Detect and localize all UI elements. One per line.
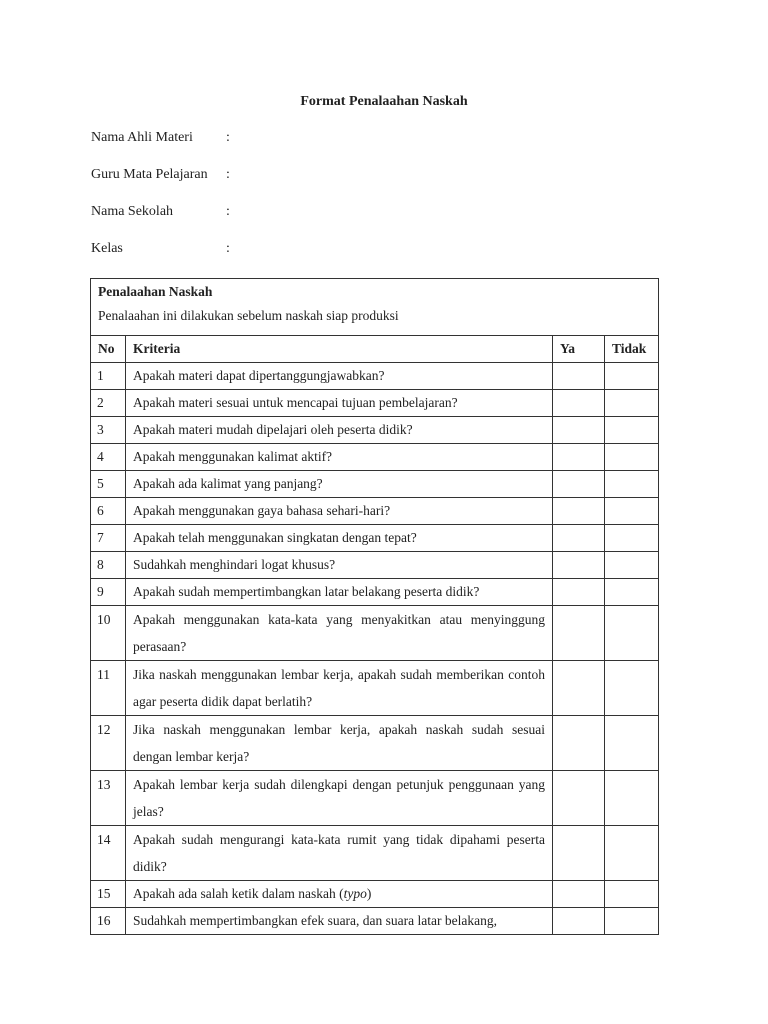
table-row (91, 579, 659, 606)
table-row (91, 771, 659, 826)
row-number: 11 (91, 661, 126, 716)
row-number: 7 (91, 525, 126, 552)
column-header-no: No (91, 336, 126, 363)
table-row (91, 390, 659, 417)
tidak-checkbox-cell[interactable] (605, 908, 659, 935)
row-criteria: Jika naskah menggunakan lembar kerja, apakah sudah memberikan contoh agar peserta didik dapat berlatih? (126, 661, 553, 716)
ya-checkbox-cell[interactable] (553, 417, 605, 444)
row-number: 9 (91, 579, 126, 606)
row-number: 14 (91, 826, 126, 881)
tidak-checkbox-cell[interactable] (605, 417, 659, 444)
ya-checkbox-cell[interactable] (553, 390, 605, 417)
table-row (91, 552, 659, 579)
section-title: Penalaahan Naskah (98, 284, 213, 299)
row-criteria: Apakah materi sesuai untuk mencapai tujuan pembelajaran? (126, 390, 553, 417)
field-label: Nama Sekolah (91, 204, 174, 219)
tidak-checkbox-cell[interactable] (605, 444, 659, 471)
ya-checkbox-cell[interactable] (553, 606, 605, 661)
section-header-cell (91, 279, 659, 336)
tidak-checkbox-cell[interactable] (605, 826, 659, 881)
row-criteria: Sudahkah menghindari logat khusus? (126, 552, 553, 579)
ya-checkbox-cell[interactable] (553, 525, 605, 552)
row-number: 2 (91, 390, 126, 417)
row-number: 3 (91, 417, 126, 444)
row-criteria: Apakah sudah mempertimbangkan latar belakang peserta didik? (126, 579, 553, 606)
field-label: Guru Mata Pelajaran (91, 167, 208, 182)
criteria-italic-term: typo (343, 886, 367, 901)
ya-checkbox-cell[interactable] (553, 826, 605, 881)
table-row (91, 444, 659, 471)
row-criteria: Apakah ada kalimat yang panjang? (126, 471, 553, 498)
row-criteria: Apakah menggunakan kata-kata yang menyakitkan atau menyinggung perasaan? (126, 606, 553, 661)
ya-checkbox-cell[interactable] (553, 661, 605, 716)
tidak-checkbox-cell[interactable] (605, 661, 659, 716)
row-number: 15 (91, 881, 126, 908)
ya-checkbox-cell[interactable] (553, 471, 605, 498)
column-header-ya: Ya (553, 336, 605, 363)
table-row (91, 363, 659, 390)
table-row (91, 417, 659, 444)
row-criteria: Apakah telah menggunakan singkatan dengan tepat? (126, 525, 553, 552)
row-criteria: Apakah menggunakan kalimat aktif? (126, 444, 553, 471)
table-column-headers (91, 336, 659, 363)
row-criteria: Apakah lembar kerja sudah dilengkapi dengan petunjuk penggunaan yang jelas? (126, 771, 553, 826)
tidak-checkbox-cell[interactable] (605, 498, 659, 525)
document-title: Format Penalaahan Naskah (300, 94, 468, 109)
table-row (91, 606, 659, 661)
row-criteria: Apakah materi dapat dipertanggungjawabkan? (126, 363, 553, 390)
row-number: 13 (91, 771, 126, 826)
criteria-text-end: ) (366, 886, 372, 901)
field-separator: : (226, 167, 230, 182)
row-criteria: Apakah sudah mengurangi kata-kata rumit yang tidak dipahami peserta didik? (126, 826, 553, 881)
tidak-checkbox-cell[interactable] (605, 881, 659, 908)
row-number: 8 (91, 552, 126, 579)
row-criteria: Apakah materi mudah dipelajari oleh peserta didik? (126, 417, 553, 444)
ya-checkbox-cell[interactable] (553, 716, 605, 771)
column-header-kriteria: Kriteria (126, 336, 553, 363)
tidak-checkbox-cell[interactable] (605, 606, 659, 661)
field-separator: : (226, 204, 230, 219)
table-row (91, 471, 659, 498)
tidak-checkbox-cell[interactable] (605, 525, 659, 552)
field-label: Kelas (91, 241, 123, 256)
row-number: 1 (91, 363, 126, 390)
row-criteria: Sudahkah mempertimbangkan efek suara, dan suara latar belakang, (126, 908, 553, 935)
field-label: Nama Ahli Materi (91, 130, 193, 145)
criteria-text: Apakah ada salah ketik dalam naskah ( (133, 886, 344, 901)
section-subtitle: Penalaahan ini dilakukan sebelum naskah siap produksi (98, 308, 399, 323)
row-number: 10 (91, 606, 126, 661)
table-row (91, 525, 659, 552)
row-number: 5 (91, 471, 126, 498)
table-row (91, 908, 659, 935)
tidak-checkbox-cell[interactable] (605, 471, 659, 498)
tidak-checkbox-cell[interactable] (605, 579, 659, 606)
row-number: 4 (91, 444, 126, 471)
field-separator: : (226, 130, 230, 145)
table-section-header (91, 279, 659, 336)
tidak-checkbox-cell[interactable] (605, 771, 659, 826)
row-number: 16 (91, 908, 126, 935)
tidak-checkbox-cell[interactable] (605, 716, 659, 771)
row-criteria: Apakah menggunakan gaya bahasa sehari-hari? (126, 498, 553, 525)
tidak-checkbox-cell[interactable] (605, 552, 659, 579)
row-criteria: Jika naskah menggunakan lembar kerja, apakah naskah sudah sesuai dengan lembar kerja? (126, 716, 553, 771)
table-row (91, 826, 659, 881)
table-row (91, 498, 659, 525)
table-row (91, 661, 659, 716)
field-separator: : (226, 241, 230, 256)
ya-checkbox-cell[interactable] (553, 444, 605, 471)
ya-checkbox-cell[interactable] (553, 363, 605, 390)
review-criteria-table (90, 278, 659, 935)
ya-checkbox-cell[interactable] (553, 881, 605, 908)
tidak-checkbox-cell[interactable] (605, 390, 659, 417)
ya-checkbox-cell[interactable] (553, 771, 605, 826)
row-number: 12 (91, 716, 126, 771)
ya-checkbox-cell[interactable] (553, 498, 605, 525)
tidak-checkbox-cell[interactable] (605, 363, 659, 390)
row-number: 6 (91, 498, 126, 525)
ya-checkbox-cell[interactable] (553, 552, 605, 579)
table-row (91, 881, 659, 908)
ya-checkbox-cell[interactable] (553, 908, 605, 935)
column-header-tidak: Tidak (605, 336, 659, 363)
table-row (91, 716, 659, 771)
ya-checkbox-cell[interactable] (553, 579, 605, 606)
row-criteria (126, 881, 553, 908)
